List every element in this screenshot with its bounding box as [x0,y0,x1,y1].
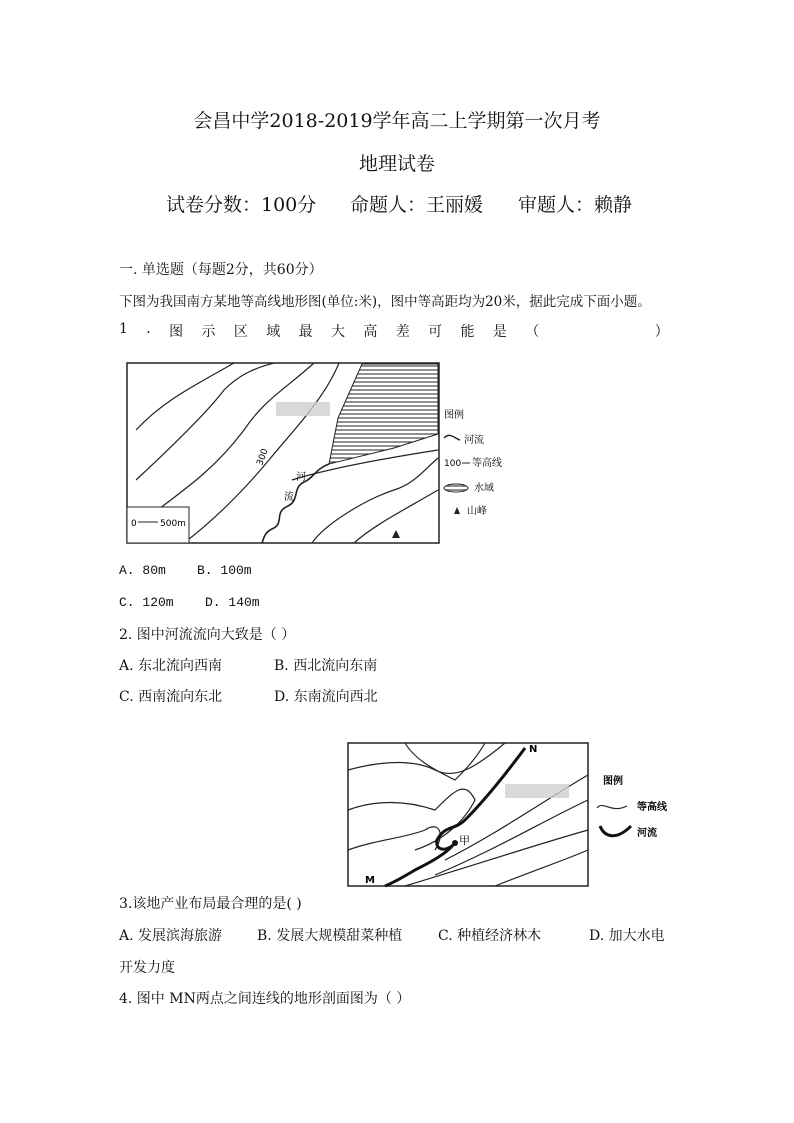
q2-option-b: B. 西北流向东南 [274,658,378,674]
q1-char: 是 [492,324,507,340]
q1-char: 1 [119,321,128,337]
q1-option-a: A. 80m [119,563,166,578]
section-intro: 下图为我国南方某地等高线地形图(单位:米)，图中等高距均为20米，据此完成下面小题。 [119,294,651,310]
redacted-mark [276,402,330,416]
river-label-1: 河 [296,472,306,483]
scale-zero: 0 [131,519,137,529]
legend-contour-label: 等高线 [637,802,667,813]
label-m: M [365,875,375,886]
legend-contour-icon [597,805,627,808]
contour-map-2 [345,740,685,890]
question-4-stem: 4. 图中 MN两点之间连线的地形剖面图为（ ） [119,991,411,1007]
legend-river-label: 河流 [637,828,657,839]
reviewer-label: 审题人：赖静 [518,194,633,216]
q1-char: 高 [363,324,378,340]
q3-option-d-wrap: 开发力度 [119,960,175,976]
legend-river-icon [600,826,631,836]
scale-value: 500m [160,519,186,529]
river-label-2: 流 [284,492,294,503]
q2-option-c: C. 西南流向东北 [119,689,223,705]
q2-option-d: D. 东南流向西北 [274,689,378,705]
point-jia [452,840,458,846]
q1-char: . [146,321,151,337]
q3-option-b: B. 发展大规模甜菜种植 [257,928,403,944]
q1-char: 域 [266,324,281,340]
q1-char: 图 [169,324,184,340]
legend-peak-label: 山峰 [467,506,487,517]
q1-char: 可 [428,324,443,340]
legend-river-label: 河流 [464,435,484,446]
q3-option-a: A. 发展滨海旅游 [119,928,223,944]
question-1-stem [119,321,669,341]
q3-option-c: C. 种植经济林木 [438,928,542,944]
q1-option-b: B. 100m [197,563,252,578]
legend-water-label: 水域 [474,483,494,494]
q1-char: 最 [298,324,313,340]
q1-char: 大 [331,324,345,340]
author-label: 命题人：王丽媛 [350,194,484,216]
legend-river-icon [444,435,460,440]
section-heading: 一. 单选题（每题2分，共60分） [119,262,323,278]
contour-label-300: 300 [255,447,271,468]
q1-char: 示 [201,324,216,340]
legend-peak-icon [454,507,460,514]
legend-title: 图例 [444,410,464,421]
q1-char: 差 [395,324,410,340]
legend-contour-label: 等高线 [472,458,502,469]
question-2-stem: 2. 图中河流流向大致是（ ） [119,627,296,643]
legend-contour-value: 100 [444,459,462,469]
score-label: 试卷分数：100分 [166,194,317,216]
exam-subtitle: 地理试卷 [358,153,435,175]
q1-char: （ [525,324,540,340]
legend-water-icon [444,484,468,492]
label-n: N [529,744,538,755]
redacted-mark [505,784,569,798]
q3-option-d: D. 加大水电 [589,928,665,944]
q1-option-d: D. 140m [205,595,260,610]
contour-map-1 [124,360,514,550]
exam-title: 会昌中学2018-2019学年高二上学期第一次月考 [193,110,601,132]
q1-char: 区 [233,324,248,340]
label-jia: 甲 [459,834,470,847]
q1-char: 能 [460,324,475,340]
question-3-stem: 3.该地产业布局最合理的是( ) [119,896,302,912]
legend-title: 图例 [603,776,623,787]
q2-option-a: A. 东北流向西南 [119,658,223,674]
q1-char: ） [654,324,669,340]
q1-option-c: C. 120m [119,595,174,610]
